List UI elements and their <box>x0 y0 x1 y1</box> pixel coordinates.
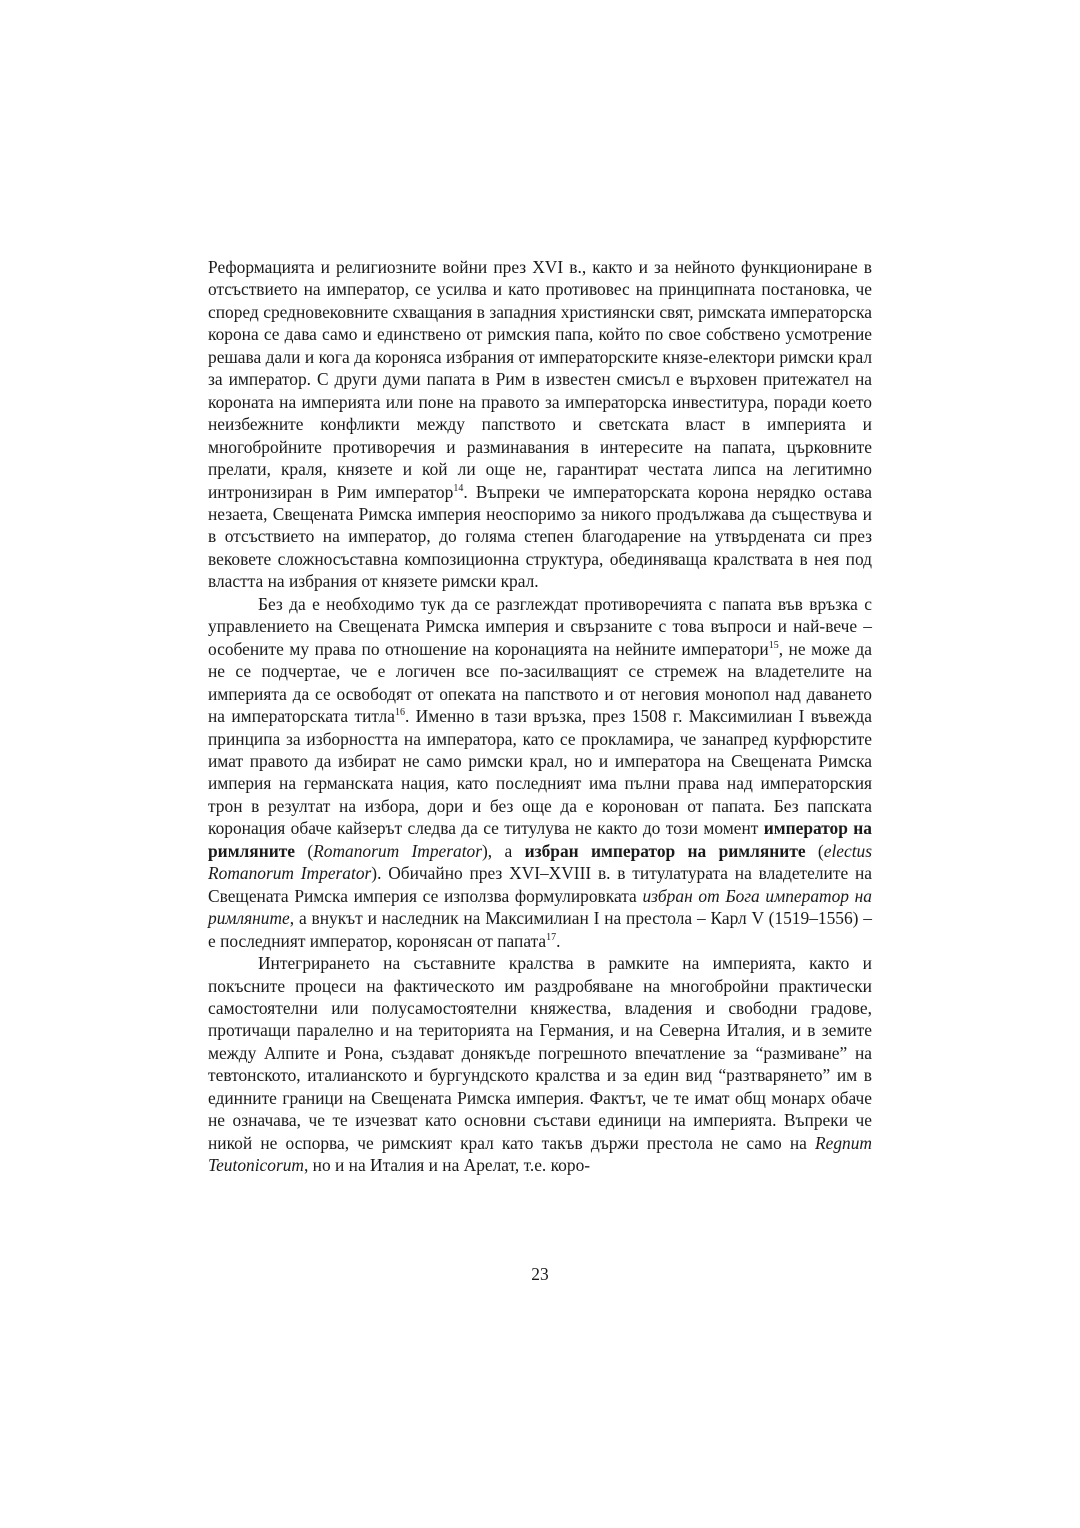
page-body <box>208 256 872 1177</box>
footnote-reference: 17 <box>546 931 557 943</box>
text-run: . <box>556 930 561 951</box>
italic-term: избран от Бога император на римляните <box>208 885 872 929</box>
paragraph <box>208 593 872 952</box>
text-run: . Въпреки че императорската корона нерядко остава незаета, Свещената Римска империя неоспоримо за никого продължава да съществува и в отсъствието на император, до голяма степен благодарение на утвърдената си през вековете сложносъставна композиционна структура, обединяваща кралствата в нея под властта на избрания от князете римски крал. <box>208 481 872 592</box>
italic-term: electus Romanorum Imperator <box>208 840 873 884</box>
text-run: ), а <box>482 840 525 861</box>
paragraph <box>208 952 872 1177</box>
page-number: 23 <box>531 1264 549 1284</box>
text-run: ( <box>295 840 314 861</box>
text-run: , а внукът и наследник на Максимилиан I на престола – Карл V (1519–1556) – е последният император, коронясан от папата <box>208 908 872 951</box>
text-block <box>208 256 872 1177</box>
text-run: ( <box>805 840 824 861</box>
text-run: Без да е необходимо тук да се разглеждат противоречията с папата във връзка с управлението на Свещената Римска империя и свързаните с това въпроси и най-вече – особените му права по отношение на коронацията на нейните императори <box>208 593 872 659</box>
bold-term: император на римляните <box>208 818 873 861</box>
text-run: ). Обичайно през XVI–XVIII в. в титулатурата на владетелите на Свещената Римска империя се използва формулировката <box>208 863 872 906</box>
text-run: , не може да не се подчертае, че е логичен все по-засилващият се стремеж на владетелите на империята да се освободят от опеката на папството и от неговия монопол над даването на императорската титла <box>208 638 872 727</box>
italic-term: Regnum Teutonicorum <box>208 1132 872 1176</box>
footnote-reference: 16 <box>394 707 405 719</box>
text-run: Реформацията и религиозните войни през XVI в., както и за нейното функциониране в отсъствието на император, се усилва и като противовес на принципната постановка, че според средновековните схващания в западния християнски свят, римската императорска корона се дава само и единствено от римския папа, който по свое собствено усмотрение решава дали и кога да коронясa избрания от императорските князе-електори римски крал за император. С други думи папата в Рим в известен смисъл е върховен притежател на короната на империята или поне на правото за императорска инвеститура, поради което неизбежните конфликти между папството и светската власт в империята и многобройните противоречия и разминавания в интересите на папата, църковните прелати, краля, князете и кой ли още не, гарантират честата липса на легитимно интронизиран в Рим император <box>208 257 872 502</box>
footnote-reference: 15 <box>768 639 779 651</box>
bold-term: избран император на римляните <box>524 840 806 861</box>
text-run: Интегрирането на съставните кралства в рамките на империята, както и покъсните процеси на фактическото им раздробяване на многобройни практически самостоятелни или полусамостоятелни княжества, владения и свободни градове, протичащи паралелно и на територията на Германия, и на Северна Италия, и в земите между Алпите и Рона, създават донякъде погрешното впечатление за “размиване” на тевтонското, италианското и бургундското кралства и за един вид “разтварянето” им в единните граници на Свещената Римска империя. Фактът, че те имат общ монарх обаче не означава, че те изчезват като основни състави единици на империята. Въпреки че никой не оспорва, че римският крал като такъв държи престола не само на <box>208 953 872 1153</box>
text-run: , но и на Италия и на Арелат, т.е. коро- <box>303 1155 591 1176</box>
text-run: . Именно в тази връзка, през 1508 г. Максимилиан I въвежда принципа за изборността на императора, като се прокламира, че занапред курфюрстите имат правото да избират не само римски крал, но и императора на Свещената Римска империя на германската нация, като последният има пълни права над императорския трон в резултат на избора, дори и без още да е коронован от папата. Без папската коронация обаче кайзерът следва да се титулува не както до този момент <box>208 706 872 839</box>
footnote-reference: 14 <box>453 482 464 494</box>
paragraph <box>208 256 872 593</box>
italic-term: Romanorum Imperator <box>313 840 483 861</box>
